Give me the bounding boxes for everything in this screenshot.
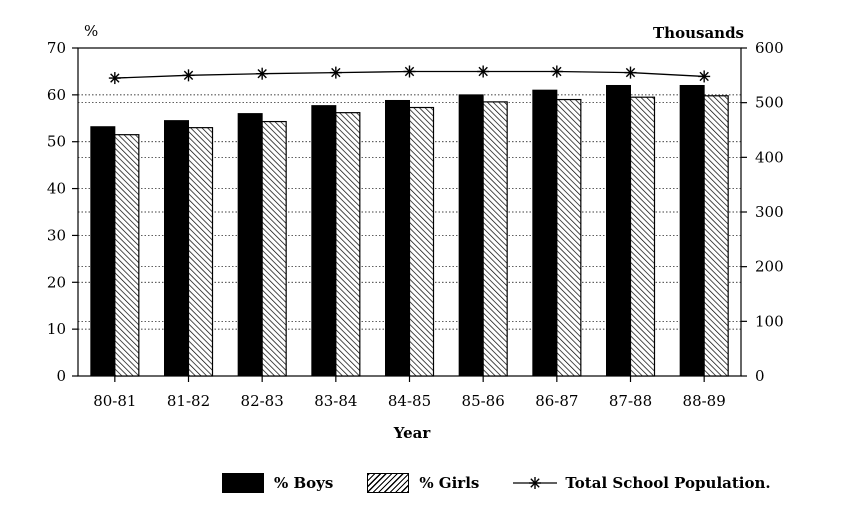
- x-tick-label: 86-87: [535, 392, 579, 410]
- y-left-unit: %: [84, 22, 99, 40]
- x-tick-label: 81-82: [166, 392, 211, 410]
- bar-boys: [533, 90, 557, 376]
- population-point: [551, 66, 563, 78]
- legend-item-girls: [367, 473, 479, 493]
- bar-boys: [607, 85, 631, 376]
- population-point: [625, 67, 637, 79]
- bars: [91, 85, 728, 376]
- legend-swatch-boys: [222, 473, 264, 493]
- legend-line-asterisk-icon: [513, 473, 557, 493]
- population-point: [330, 67, 342, 79]
- legend-item-boys: [222, 473, 333, 493]
- bar-boys: [459, 95, 483, 376]
- x-tick-label: 80-81: [93, 392, 137, 410]
- population-point: [698, 70, 710, 82]
- population-point: [183, 69, 195, 81]
- legend-label-girls: % Girls: [419, 474, 480, 492]
- bar-boys: [312, 106, 336, 376]
- y-left-tick-label: 20: [46, 273, 66, 292]
- legend: [222, 470, 805, 496]
- x-tick-label: 87-88: [608, 392, 653, 410]
- y-right-tick-label: 0: [755, 367, 765, 385]
- x-axis-label: Year: [393, 424, 431, 442]
- population-point: [477, 66, 489, 78]
- bar-girls: [262, 122, 286, 376]
- bar-girls: [336, 113, 360, 376]
- legend-label-population: Total School Population.: [565, 474, 771, 492]
- y-right-tick-label: 300: [755, 203, 784, 221]
- bar-girls: [410, 108, 434, 376]
- bar-boys: [165, 121, 189, 376]
- legend-label-boys: % Boys: [274, 474, 334, 492]
- y-right-tick-label: 100: [755, 312, 784, 331]
- y-left-tick-label: 70: [46, 39, 66, 57]
- x-tick-label: 83-84: [314, 392, 358, 410]
- population-line: [109, 66, 710, 85]
- bar-boys: [91, 127, 115, 376]
- x-tick-label: 84-85: [387, 392, 432, 410]
- y-right-tick-label: 400: [755, 148, 784, 167]
- y-left-tick-label: 50: [46, 132, 66, 151]
- legend-item-population: [513, 473, 770, 493]
- y-right-tick-label: 500: [755, 93, 784, 112]
- bar-girls: [631, 97, 655, 376]
- bar-girls: [115, 135, 139, 376]
- population-point: [256, 68, 268, 80]
- y-right-unit: Thousands: [653, 24, 744, 42]
- y-left-tick-label: 40: [46, 179, 66, 198]
- y-left-tick-label: 60: [46, 85, 66, 104]
- y-right-tick-label: 200: [755, 257, 784, 276]
- population-point: [404, 66, 416, 78]
- bar-boys: [680, 85, 704, 376]
- y-left-tick-label: 10: [46, 320, 66, 339]
- bar-boys: [386, 100, 410, 376]
- bar-boys: [238, 114, 262, 376]
- x-tick-label: 88-89: [682, 392, 726, 410]
- y-left-tick-label: 30: [46, 226, 66, 245]
- bar-girls: [483, 102, 507, 376]
- bar-girls: [704, 96, 728, 376]
- bar-girls: [557, 100, 581, 376]
- x-tick-label: 85-86: [461, 392, 505, 410]
- x-tick-label: 82-83: [240, 392, 284, 410]
- legend-swatch-girls: [367, 473, 409, 493]
- y-left-tick-label: 0: [56, 367, 66, 385]
- y-right-tick-label: 600: [755, 39, 784, 57]
- population-point: [109, 72, 121, 84]
- bar-girls: [189, 128, 213, 376]
